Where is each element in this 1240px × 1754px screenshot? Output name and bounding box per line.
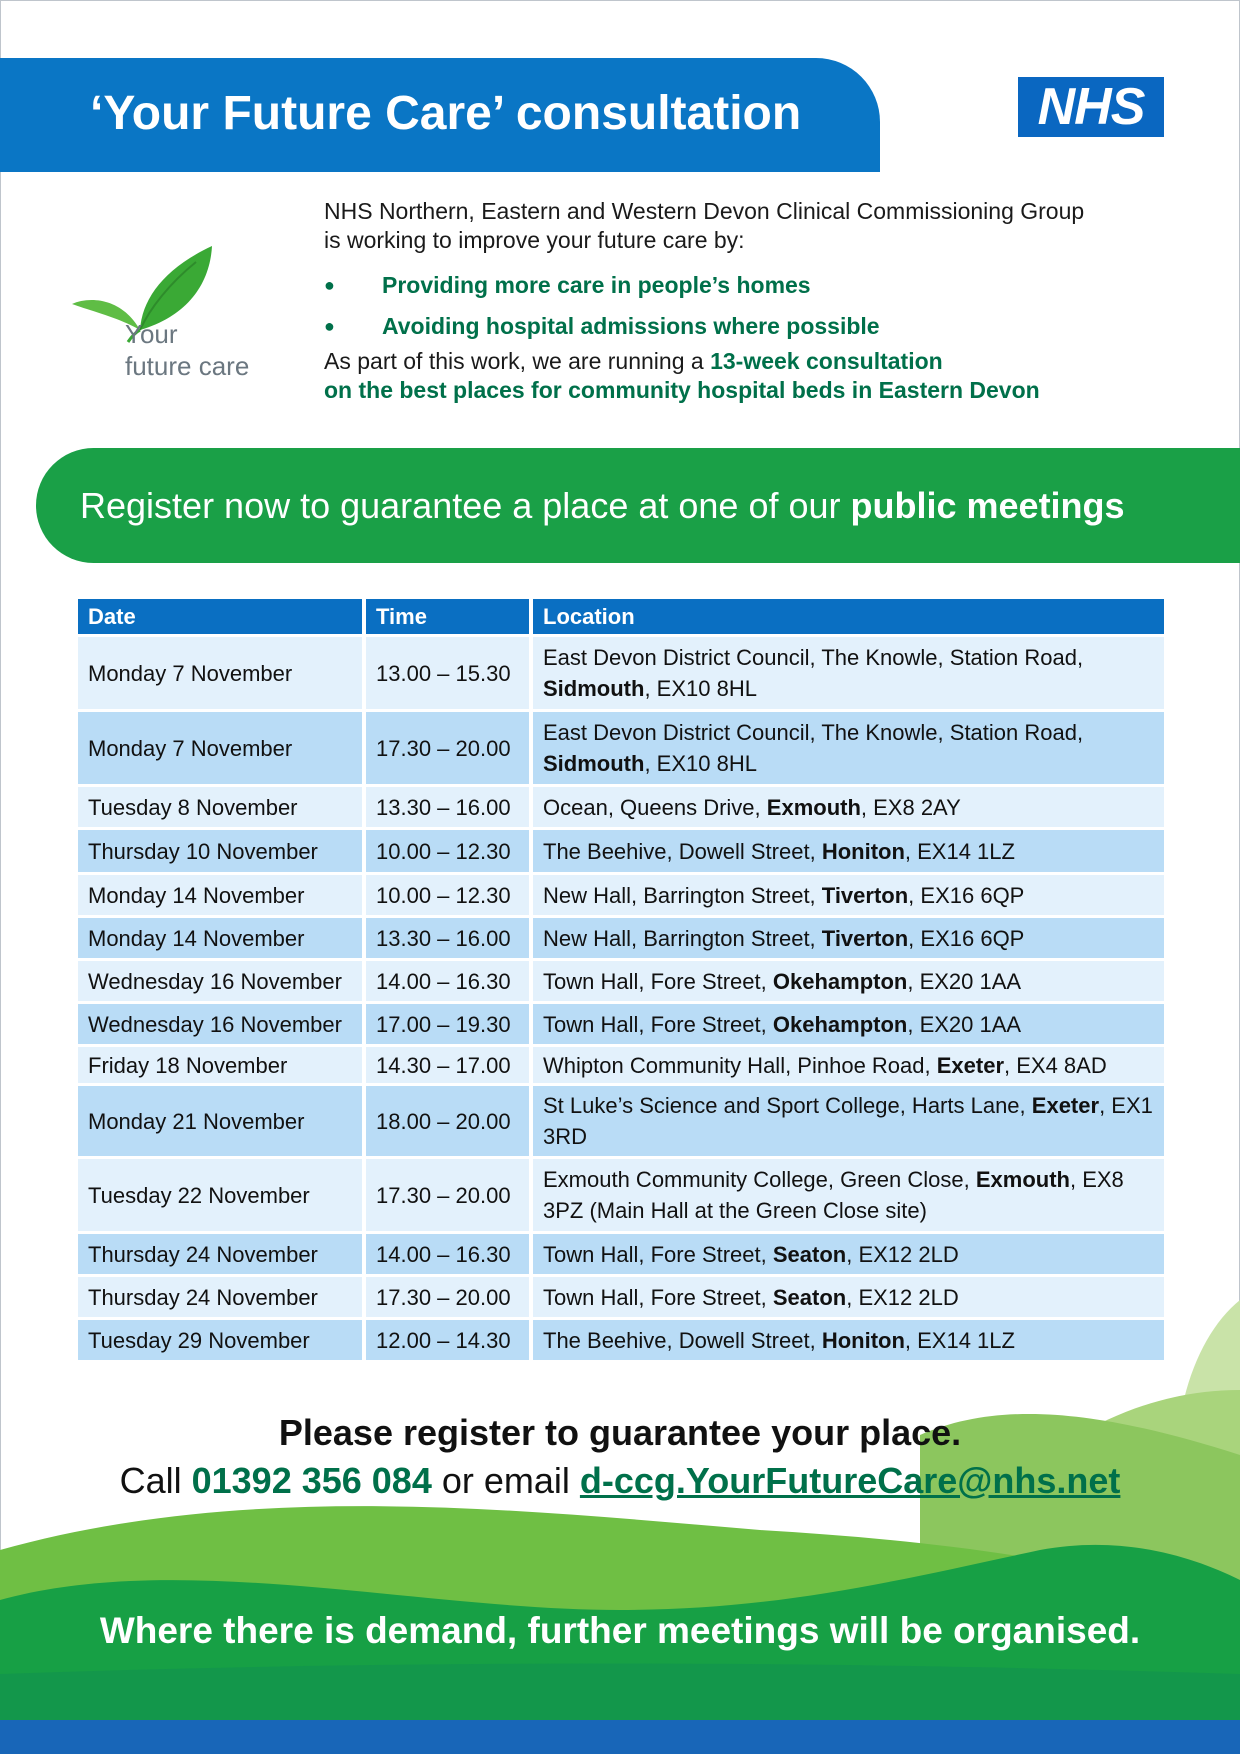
cell-location <box>533 712 1164 784</box>
cell-location <box>533 961 1164 1001</box>
location-text: East Devon District Council, The Knowle, Station Road, <box>543 720 1084 745</box>
footer-leaves-background <box>0 1280 1240 1754</box>
phone-number[interactable]: 01392 356 084 <box>191 1460 432 1501</box>
cell-time: 17.00 – 19.30 <box>366 1004 529 1044</box>
page-title: ‘Your Future Care’ consultation <box>90 87 802 140</box>
cell-date: Tuesday 8 November <box>78 787 362 827</box>
table-row <box>78 1234 1164 1274</box>
consult-bold-2: on the best places for community hospital beds in Eastern Devon <box>324 377 1040 403</box>
location-text: Whipton Community Hall, Pinhoe Road, <box>543 1052 937 1078</box>
location-town: Honiton <box>821 1327 905 1353</box>
cell-location <box>533 830 1164 872</box>
location-text: New Hall, Barrington Street, <box>543 882 822 908</box>
cell-location <box>533 787 1164 827</box>
location-postcode: , EX8 2AY <box>860 794 961 820</box>
location-postcode: , EX20 1AA <box>907 1011 1022 1037</box>
or-email-label: or email <box>431 1460 580 1501</box>
cell-date: Thursday 24 November <box>78 1277 362 1317</box>
cell-date: Monday 21 November <box>78 1086 362 1156</box>
cell-date: Tuesday 22 November <box>78 1159 362 1231</box>
intro-block <box>324 197 1184 405</box>
cell-location <box>533 918 1164 958</box>
location-postcode: , EX10 8HL <box>644 751 757 776</box>
consult-prefix: As part of this work, we are running a <box>324 348 711 374</box>
table-row <box>78 1047 1164 1083</box>
location-postcode: , EX14 1LZ <box>904 1327 1015 1353</box>
bullet-text: Avoiding hospital admissions where possible <box>382 313 880 339</box>
location-town: Seaton <box>772 1241 847 1267</box>
table-row <box>78 961 1164 1001</box>
location-text: The Beehive, Dowell Street, <box>543 1327 822 1353</box>
logo-line-1: Your <box>125 319 178 349</box>
cell-time: 14.30 – 17.00 <box>366 1047 529 1083</box>
cell-location <box>533 1234 1164 1274</box>
meetings-table <box>74 596 1168 1363</box>
cell-date: Monday 7 November <box>78 712 362 784</box>
footer-message: Where there is demand, further meetings will be organised. <box>99 1610 1141 1651</box>
cell-time: 10.00 – 12.30 <box>366 830 529 872</box>
location-text: The Beehive, Dowell Street, <box>543 838 822 864</box>
location-town: Tiverton <box>821 925 909 951</box>
cell-location <box>533 1047 1164 1083</box>
cell-location <box>533 1004 1164 1044</box>
logo-text <box>125 318 249 382</box>
table-row <box>78 1004 1164 1044</box>
nhs-logo: NHS <box>1018 77 1164 137</box>
location-text: East Devon District Council, The Knowle, Station Road, <box>543 645 1084 670</box>
consultation-text <box>324 347 1184 405</box>
location-town: Seaton <box>772 1284 847 1310</box>
cell-date: Wednesday 16 November <box>78 961 362 1001</box>
location-postcode: , EX4 8AD <box>1004 1052 1107 1078</box>
table-row <box>78 830 1164 872</box>
location-text: Town Hall, Fore Street, <box>543 968 773 994</box>
cell-time: 13.00 – 15.30 <box>366 637 529 709</box>
column-header-location: Location <box>533 599 1164 634</box>
table-row <box>78 637 1164 709</box>
bullet-list <box>324 265 1184 347</box>
cell-time: 17.30 – 20.00 <box>366 712 529 784</box>
intro-line-1: NHS Northern, Eastern and Western Devon Clinical Commissioning Group <box>324 198 1085 224</box>
location-postcode: , EX16 6QP <box>908 882 1025 908</box>
location-town: Exeter <box>1031 1093 1100 1118</box>
location-postcode: , EX12 2LD <box>846 1241 959 1267</box>
location-town: Tiverton <box>821 882 909 908</box>
cell-time: 17.30 – 20.00 <box>366 1277 529 1317</box>
register-contact <box>0 1460 1240 1502</box>
location-postcode: , EX8 3PZ (Main Hall at the Green Close site) <box>543 1167 1124 1223</box>
table-row <box>78 1159 1164 1231</box>
cell-location <box>533 1159 1164 1231</box>
bullet-icon: ● <box>324 316 335 336</box>
bullet-item <box>324 306 1184 347</box>
cell-date: Tuesday 29 November <box>78 1320 362 1360</box>
cell-time: 14.00 – 16.30 <box>366 961 529 1001</box>
email-link[interactable]: d-ccg.YourFutureCare@nhs.net <box>579 1460 1121 1501</box>
table-row <box>78 1086 1164 1156</box>
cell-date: Friday 18 November <box>78 1047 362 1083</box>
cell-date: Thursday 10 November <box>78 830 362 872</box>
table-header-row <box>78 599 1164 634</box>
band-text-regular: Register now to guarantee a place at one of our <box>80 485 851 526</box>
cell-date: Monday 14 November <box>78 918 362 958</box>
cell-date: Thursday 24 November <box>78 1234 362 1274</box>
location-text: Exmouth Community College, Green Close, <box>543 1167 976 1192</box>
cell-location <box>533 637 1164 709</box>
location-text: Ocean, Queens Drive, <box>543 794 767 820</box>
band-text-bold: public meetings <box>850 485 1125 526</box>
cell-time: 17.30 – 20.00 <box>366 1159 529 1231</box>
call-label: Call <box>119 1460 192 1501</box>
location-text: Town Hall, Fore Street, <box>543 1241 773 1267</box>
location-postcode: , EX10 8HL <box>644 676 757 701</box>
location-text: New Hall, Barrington Street, <box>543 925 822 951</box>
cell-time: 18.00 – 20.00 <box>366 1086 529 1156</box>
location-town: Sidmouth <box>543 751 645 776</box>
location-postcode: , EX16 6QP <box>908 925 1025 951</box>
location-town: Honiton <box>821 838 905 864</box>
intro-line-2: is working to improve your future care by: <box>324 227 745 253</box>
table-row <box>78 918 1164 958</box>
location-postcode: , EX20 1AA <box>907 968 1022 994</box>
location-text: Town Hall, Fore Street, <box>543 1011 773 1037</box>
consult-bold-1: 13-week consultation <box>710 348 943 374</box>
location-town: Exmouth <box>975 1167 1070 1192</box>
cell-date: Wednesday 16 November <box>78 1004 362 1044</box>
cell-location <box>533 1086 1164 1156</box>
column-header-time: Time <box>366 599 529 634</box>
table-row <box>78 787 1164 827</box>
location-text: St Luke’s Science and Sport College, Harts Lane, <box>543 1093 1032 1118</box>
table-row <box>78 712 1164 784</box>
bullet-icon: ● <box>324 275 335 295</box>
register-heading: Please register to guarantee your place. <box>278 1412 962 1453</box>
cell-location <box>533 875 1164 915</box>
cell-time: 13.30 – 16.00 <box>366 787 529 827</box>
location-town: Exeter <box>936 1052 1005 1078</box>
location-text: Town Hall, Fore Street, <box>543 1284 773 1310</box>
cell-date: Monday 14 November <box>78 875 362 915</box>
location-town: Exmouth <box>766 794 861 820</box>
location-town: Sidmouth <box>543 676 645 701</box>
cell-time: 12.00 – 14.30 <box>366 1320 529 1360</box>
cell-date: Monday 7 November <box>78 637 362 709</box>
logo-line-2: future care <box>125 351 250 381</box>
cell-time: 14.00 – 16.30 <box>366 1234 529 1274</box>
cell-time: 10.00 – 12.30 <box>366 875 529 915</box>
location-postcode: , EX12 2LD <box>846 1284 959 1310</box>
column-header-date: Date <box>78 599 362 634</box>
location-town: Okehampton <box>772 968 908 994</box>
register-band-text <box>80 485 1125 527</box>
location-town: Okehampton <box>772 1011 908 1037</box>
cell-time: 13.30 – 16.00 <box>366 918 529 958</box>
bullet-text: Providing more care in people’s homes <box>382 272 811 298</box>
location-postcode: , EX14 1LZ <box>904 838 1015 864</box>
location-postcode: , EX1 3RD <box>543 1093 1153 1149</box>
table-row <box>78 875 1164 915</box>
bullet-item <box>324 265 1184 306</box>
